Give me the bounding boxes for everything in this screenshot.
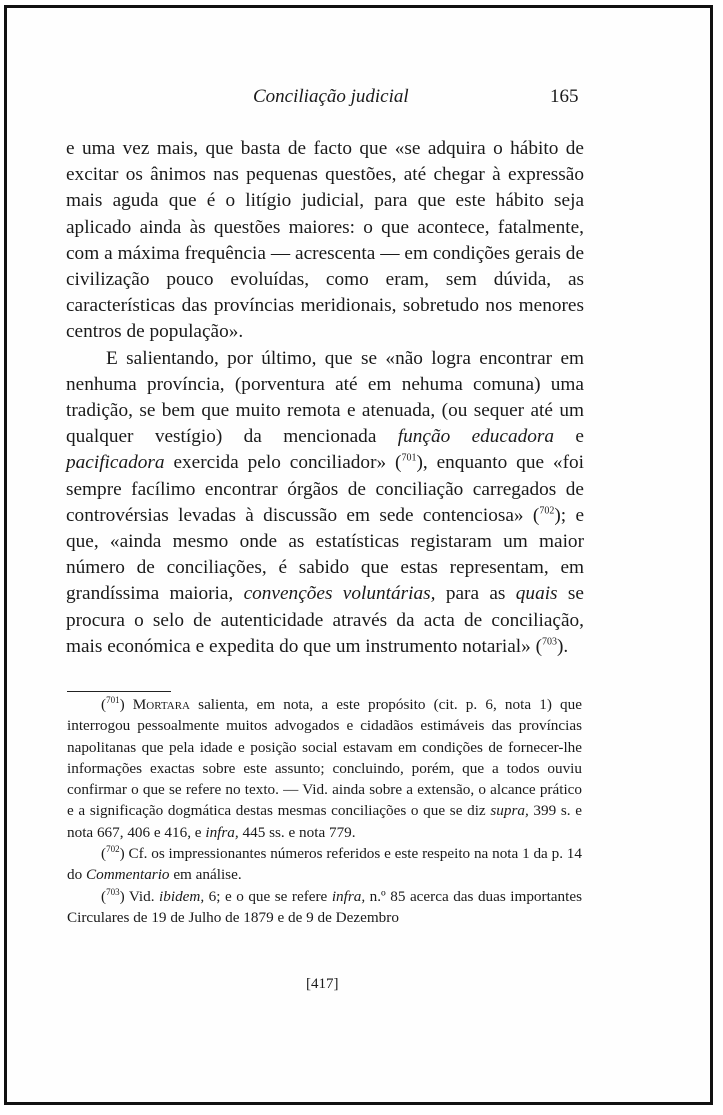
footnote-702	[67, 843, 582, 886]
fn703-emphasis-ibidem: ibidem,	[159, 887, 205, 905]
fn703-text-a: Vid.	[128, 887, 160, 905]
fn703-text-b: 6; e o que se refere	[204, 887, 332, 905]
p2-text-g: se procura o selo de autenticidade através da acta de conciliação, mais económica e expedita do que um instrumento notarial» (	[66, 583, 584, 657]
footnote-703	[67, 886, 582, 929]
fn701-text-c: 445 ss. e nota 779.	[238, 823, 356, 841]
running-title: Conciliação judicial	[253, 86, 409, 107]
fn702-mark: 702	[106, 844, 120, 855]
fn703-open: (	[101, 887, 107, 905]
fn701-open: (	[101, 696, 107, 713]
fn701-text-a: salienta, em nota, a este propósito (cit. p. 6, nota 1) que interrogou pessoalmente muitos advogados e cidadãos estimáveis das províncias napolitanas que pela idade e posição social estavam em condições de fornecer-lhe informações exactas sobre este assunto; concluindo, porém, que a todos ouviu confirmar o que se refere no texto. — Vid. ainda sobre a extensão, o alcance prático e a significação dogmática destas mesmas conciliações o que se diz	[67, 696, 582, 820]
p2-emphasis-funcao-educadora: função educadora	[397, 426, 555, 448]
paragraph-1: e uma vez mais, que basta de facto que «se adquira o hábito de excitar os ânimos nas pequenas questões, até chegar à expressão mais aguda que é o litígio judicial, para que este hábito seja aplicado ainda às questões maiores: o que acontece, fatalmente, com a máxima frequência — acrescenta — em condições gerais de civilização pouco evoluídas, como eram, sem dúvida, as características das províncias meridionais, sobretudo nos menores centros de população».	[66, 138, 584, 343]
fn702-text-a: Cf. os impressionantes números referidos e este respeito na nota 1 da p. 14 do	[67, 845, 582, 884]
footnote-divider	[67, 691, 171, 692]
p2-text-d: ), enquanto que «foi sempre facílimo encontrar órgãos de conciliação carregados de controvérsias levadas à discussão em sede contenciosa» (	[66, 452, 584, 526]
footnote-ref-701: 701	[401, 453, 417, 465]
p2-emphasis-quais: quais	[515, 583, 558, 605]
fn702-text-b: em análise.	[169, 866, 242, 884]
fn702-emphasis-commentario: Commentario	[85, 866, 170, 884]
p2-text-e: ); e que, «ainda mesmo onde as estatísticas registaram um maior número de conciliações, é sabido que estas representam, em grandíssima maioria,	[66, 504, 584, 605]
footnotes	[67, 694, 582, 928]
fn701-text-b: 399 s. e nota 667, 406 e 416, e	[67, 802, 582, 841]
fn701-emphasis-supra: supra,	[490, 802, 529, 820]
book-page	[4, 5, 713, 1105]
fn703-emphasis-infra: infra,	[331, 887, 366, 905]
p2-emphasis-pacificadora: pacificadora	[66, 452, 165, 474]
footnote-ref-703: 703	[542, 636, 557, 648]
p2-emphasis-convencoes: convenções voluntárias,	[243, 583, 436, 605]
p2-text-a: E salientando, por último, que se «não logra encontrar em nenhuma província, (porventura até em nehuma comuna) uma tradição, se bem que muito remota e atenuada, (ou sequer até um qualquer vestígio) da mencionada	[66, 347, 584, 448]
fn701-emphasis-infra: infra,	[205, 823, 239, 841]
fn701-author: Mortara	[132, 696, 190, 713]
fn703-text-c: n.º 85 acerca das duas importantes Circulares de 19 de Julho de 1879 e de 9 de Dezembro	[67, 887, 582, 926]
page-number: 165	[550, 86, 579, 107]
fn703-close: )	[119, 887, 129, 905]
footnote-ref-702: 702	[539, 505, 555, 517]
main-text	[66, 136, 584, 660]
p2-text-c: exercida pelo conciliador» (	[164, 452, 402, 474]
paragraph-2	[66, 346, 584, 660]
fn702-open: (	[101, 845, 107, 863]
fn701-close: )	[119, 696, 133, 713]
p2-text-b: e	[554, 426, 584, 448]
footnote-701	[67, 694, 582, 843]
fn703-mark: 703	[106, 886, 120, 897]
p2-text-f: para as	[435, 583, 516, 605]
folio-number: [417]	[306, 976, 339, 992]
fn701-mark: 701	[106, 694, 120, 705]
p2-text-h: ).	[557, 635, 569, 657]
fn702-close: )	[119, 845, 129, 863]
